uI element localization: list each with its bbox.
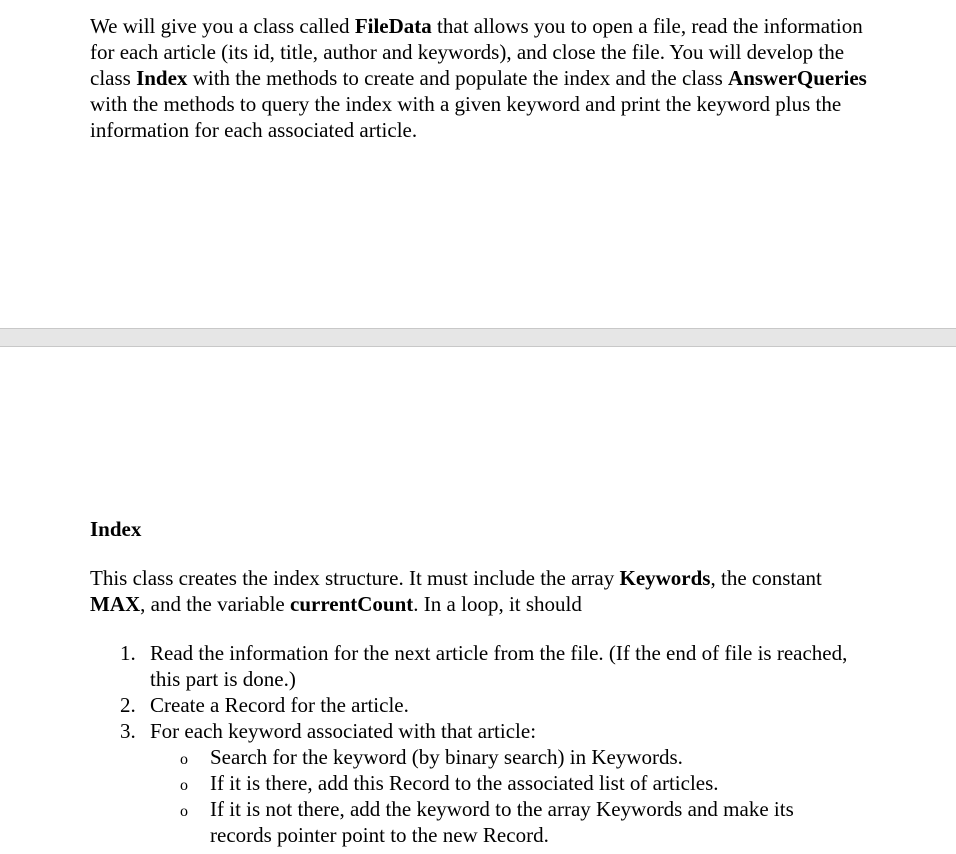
desc-text-1: This class creates the index structure. It must include the array [90,566,620,590]
list-item [120,718,850,848]
circle-bullet-icon: o [180,777,188,794]
steps-list [120,640,850,848]
filedata-class-name: FileData [354,14,432,38]
circle-bullet-icon: o [180,751,188,768]
intro-text-2: that allows you to open a file, read the information for each article (its id, title, author and keywords), and close the file. You will develop the class [90,14,863,90]
step-number: 2. [120,693,136,717]
intro-paragraph [90,13,880,143]
answerqueries-class-name: AnswerQueries [728,66,867,90]
circle-bullet-icon: o [180,803,188,820]
list-item [180,796,850,848]
substeps-list [150,744,850,848]
desc-text-4: . In a loop, it should [413,592,582,616]
document-page-1 [0,0,956,328]
section-heading-index: Index [90,517,142,541]
intro-text-4: with the methods to query the index with a given keyword and print the keyword plus the information for each associated article. [90,92,842,142]
list-item [120,640,850,692]
step-number: 1. [120,641,136,665]
list-item [180,770,850,796]
keywords-term: Keywords [619,566,711,590]
step-text: For each keyword associated with that article: [150,719,537,743]
intro-text-1: We will give you a class called [90,14,355,38]
page-break-separator [0,328,956,347]
index-class-name: Index [136,66,188,90]
step-text: Read the information for the next article from the file. (If the end of file is reached, this part is done.) [150,641,848,691]
index-description-paragraph [90,565,830,617]
desc-text-3: , and the variable [140,592,291,616]
currentcount-term: currentCount [290,592,414,616]
max-term: MAX [90,592,141,616]
substep-text: If it is not there, add the keyword to the array Keywords and make its records pointer point to the new Record. [210,797,794,847]
desc-text-2: , the constant [710,566,822,590]
list-item [120,692,850,718]
substep-text: Search for the keyword (by binary search) in Keywords. [210,745,683,769]
step-number: 3. [120,719,136,743]
intro-text-3: with the methods to create and populate the index and the class [187,66,729,90]
list-item [180,744,850,770]
step-text: Create a Record for the article. [150,693,409,717]
substep-text: If it is there, add this Record to the associated list of articles. [210,771,719,795]
